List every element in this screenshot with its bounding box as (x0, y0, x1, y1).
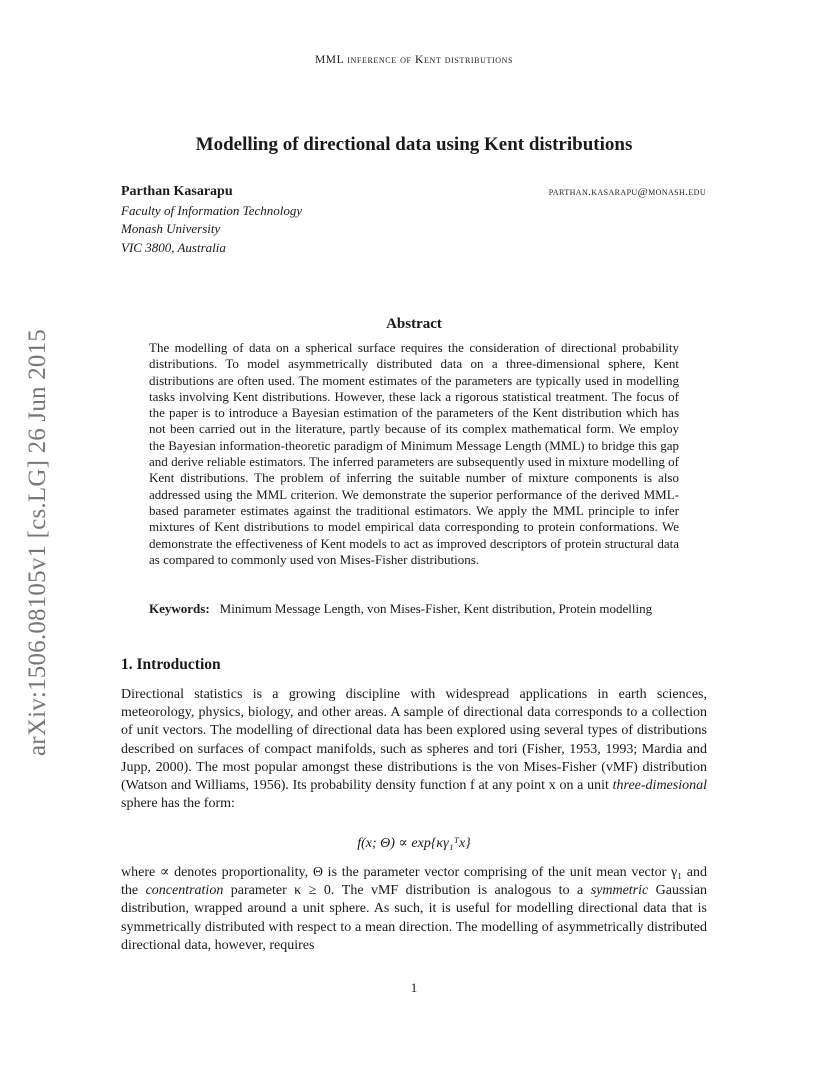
section-heading: 1. Introduction (121, 656, 221, 673)
running-head-text: MML inference of Kent distributions (314, 54, 514, 66)
affiliation-line: Monash University (121, 221, 221, 236)
keywords (149, 601, 679, 617)
keywords-label: Keywords: (149, 601, 210, 616)
vmf-equation: f(x; Θ) ∝ exp{κγ₁ᵀx} (357, 836, 471, 851)
intro-paragraph: Directional statistics is a growing discipline with widespread applications in earth sciences, meteorology, physics, biology, and other areas. A sample of directional data corresponds to a collection of unit vectors. The modelling of directional data has been explored using several types of distributions described on surfaces of compact manifolds, such as spheres and tori (Fisher, 1953, 1993; Mardia and Jupp, 2000). The most popular amongst these distributions is the von Mises-Fisher (vMF) distribution (Watson and Williams, 1956). Its probability density function f at any point x on a unit three-dimesional sphere has the form: (121, 687, 707, 812)
intro-paragraph: where ∝ denotes proportionality, Θ is the parameter vector comprising of the unit mean vector γ₁ and the concentration parameter κ ≥ 0. The vMF distribution is analogous to a symmetric Gaussian distribution, wrapped around a unit sphere. As such, it is useful for modelling directional data that is symmetrically distributed with respect to a mean direction. The modelling of asymmetrically distributed directional data, however, requires (121, 865, 708, 953)
arxiv-identifier-text: arXiv:1506.08105v1 [cs.LG] 26 Jun 2015 (24, 329, 51, 756)
author-email[interactable]: parthan.kasarapu@monash.edu (548, 186, 706, 198)
affiliation-line: VIC 3800, Australia (121, 240, 226, 255)
author-name: Parthan Kasarapu (121, 184, 233, 199)
abstract-text: The modelling of data on a spherical surface requires the consideration of directional probability distributions. To model asymmetrically distributed data on a three-dimensional sphere, Kent distributions are often used. The moment estimates of the parameters are typically used in modelling tasks involving Kent distributions. However, these lack a rigorous statistical treatment. The focus of the paper is to introduce a Bayesian estimation of the parameters of the Kent distribution which has not been carried out in the literature, partly because of its complex mathematical form. We employ the Bayesian information-theoretic paradigm of Minimum Message Length (MML) to bridge this gap and derive reliable estimators. The inferred parameters are subsequently used in mixture modelling of Kent distributions. The problem of inferring the suitable number of mixture components is also addressed using the MML criterion. We demonstrate the superior performance of the derived MML-based parameter estimates against the traditional estimators. We apply the MML principle to infer mixtures of Kent distributions to model empirical data corresponding to protein conformations. We demonstrate the effectiveness of Kent models to act as improved descriptors of protein structural data as compared to commonly used von Mises-Fisher distributions. (149, 340, 679, 567)
page-number: 1 (410, 980, 418, 995)
abstract-heading: Abstract (386, 316, 442, 332)
arxiv-identifier (24, 290, 50, 756)
affiliation-line: Faculty of Information Technology (121, 203, 303, 218)
keywords-text: Minimum Message Length, von Mises-Fisher, Kent distribution, Protein modelling (219, 601, 653, 616)
running-head (0, 54, 828, 66)
paper-title: Modelling of directional data using Kent distributions (195, 134, 633, 155)
